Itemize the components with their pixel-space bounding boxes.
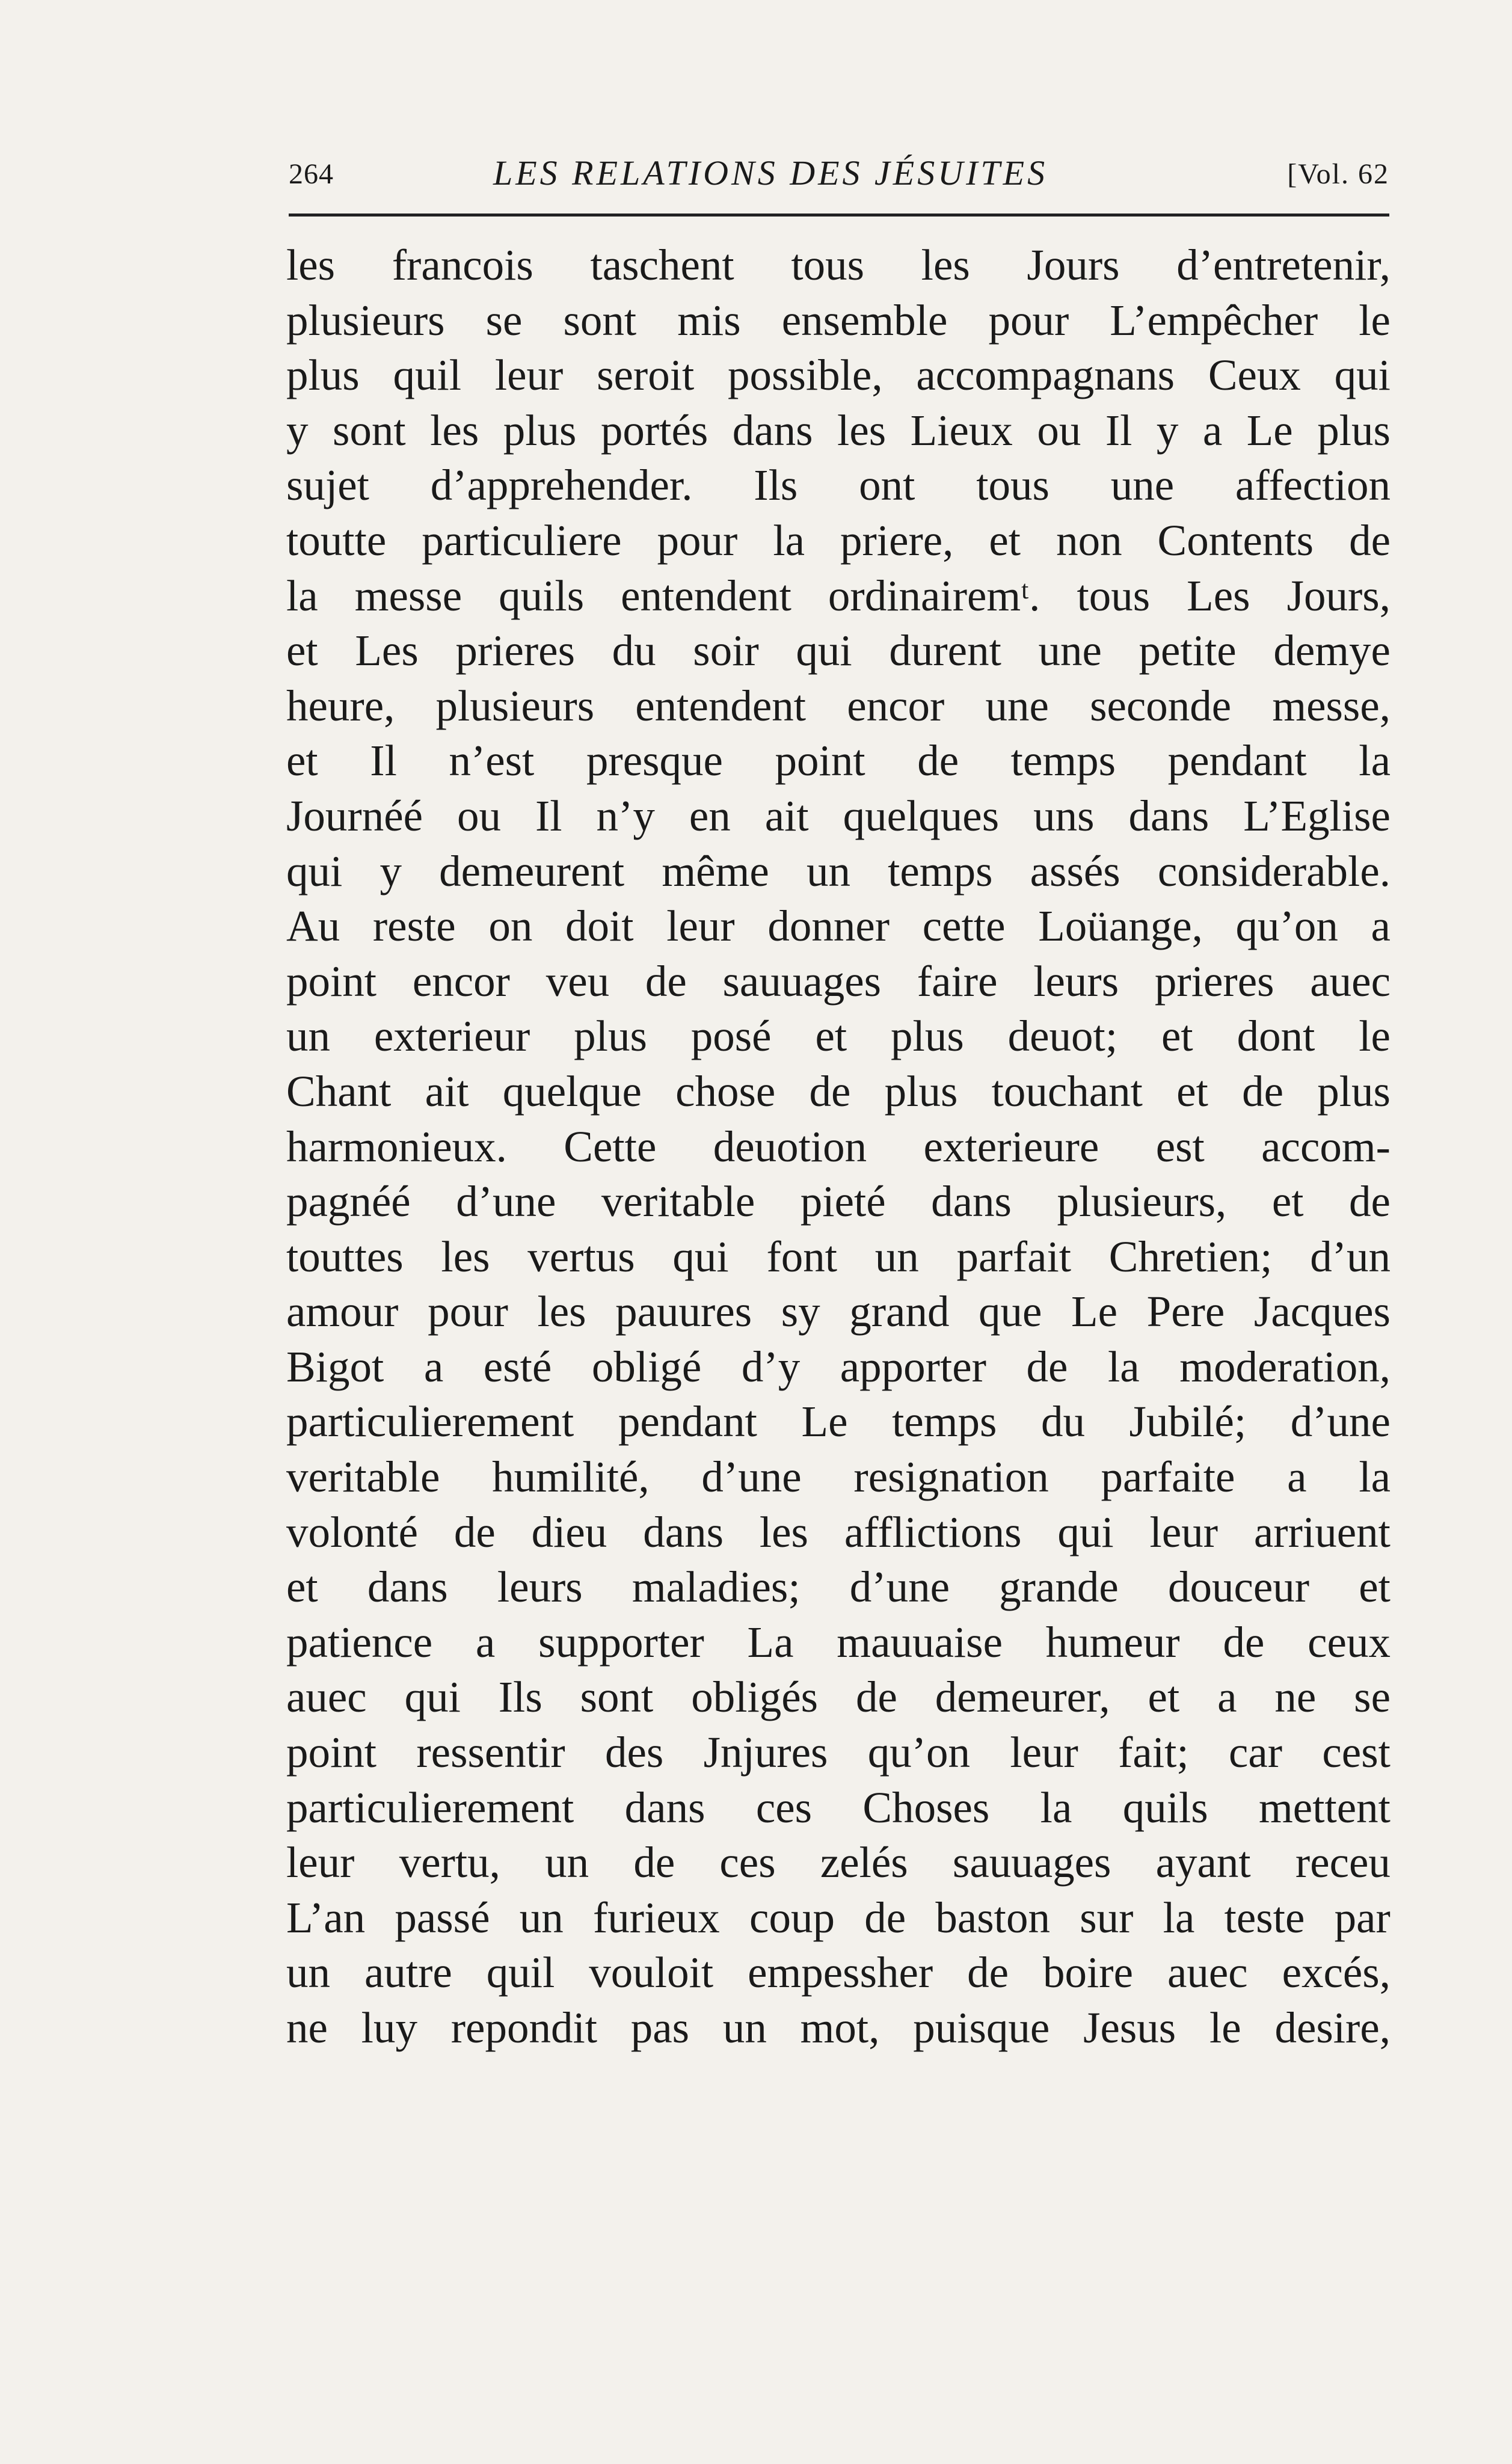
running-head: [289, 153, 1389, 201]
text-line: un exterieur plus posé et plus deuot; et dont le: [286, 1012, 1391, 1061]
header-rule: [289, 214, 1389, 217]
text-line: y sont les plus portés dans les Lieux ou Il y a Le plus: [286, 405, 1391, 455]
text-line: point ressentir des Jnjures qu’on leur fait; car cest: [286, 1728, 1391, 1777]
text-line: et Il n’est presque point de temps pendant la: [286, 736, 1391, 785]
text-line: heure, plusieurs entendent encor une seconde messe,: [286, 681, 1391, 730]
text-line: particulierement pendant Le temps du Jubilé; d’une: [286, 1397, 1391, 1446]
text-line: Bigot a esté obligé d’y apporter de la moderation,: [286, 1342, 1391, 1391]
text-line: qui y demeurent même un temps assés considerable.: [286, 846, 1391, 896]
page-number: 264: [289, 158, 334, 190]
text-line: plus quil leur seroit possible, accompagnans Ceux qui: [286, 351, 1391, 400]
text-line: un autre quil vouloit empessher de boire auec excés,: [286, 1948, 1391, 1997]
text-line: veritable humilité, d’une resignation parfaite a la: [286, 1452, 1391, 1502]
text-line: amour pour les pauures sy grand que Le Pere Jacques: [286, 1287, 1391, 1336]
text-line: sujet d’apprehender. Ils ont tous une affection: [286, 461, 1391, 510]
text-line: et Les prieres du soir qui durent une petite demye: [286, 626, 1391, 675]
text-line: Au reste on doit leur donner cette Loüange, qu’on a: [286, 902, 1391, 951]
text-line: Chant ait quelque chose de plus touchant et de plus: [286, 1066, 1391, 1116]
text-line: leur vertu, un de ces zelés sauuages ayant receu: [286, 1838, 1391, 1887]
text-line: et dans leurs maladies; d’une grande douceur et: [286, 1562, 1391, 1612]
volume-number: [Vol. 62: [1287, 158, 1389, 190]
text-line: auec qui Ils sont obligés de demeurer, et a ne se: [286, 1673, 1391, 1722]
text-line: L’an passé un furieux coup de baston sur la teste par: [286, 1893, 1391, 1942]
running-title: LES RELATIONS DES JÉSUITES: [493, 153, 1048, 192]
text-line: les francois taschent tous les Jours d’entretenir,: [286, 241, 1391, 289]
text-line: toutte particuliere pour la priere, et non Contents de: [286, 515, 1391, 565]
text-line: particulierement dans ces Choses la quils mettent: [286, 1783, 1391, 1832]
text-line: la messe quils entendent ordinairemᵗ. tous Les Jours,: [286, 571, 1391, 620]
text-line: Journéé ou Il n’y en ait quelques uns dans L’Eglise: [286, 791, 1391, 840]
text-line: plusieurs se sont mis ensemble pour L’empêcher le: [286, 295, 1391, 345]
text-line: point encor veu de sauuages faire leurs prieres auec: [286, 956, 1391, 1006]
text-line: patience a supporter La mauuaise humeur de ceux: [286, 1617, 1391, 1667]
text-line: pagnéé d’une veritable pieté dans plusieurs, et de: [286, 1177, 1391, 1226]
text-line: volonté de dieu dans les afflictions qui leur arriuent: [286, 1507, 1391, 1556]
text-line: ne luy repondit pas un mot, puisque Jesus le desire,: [286, 2003, 1391, 2052]
text-line: harmonieux. Cette deuotion exterieure est accom-: [286, 1122, 1391, 1171]
body-text: [286, 238, 1391, 2056]
text-line: touttes les vertus qui font un parfait Chretien; d’un: [286, 1232, 1391, 1281]
